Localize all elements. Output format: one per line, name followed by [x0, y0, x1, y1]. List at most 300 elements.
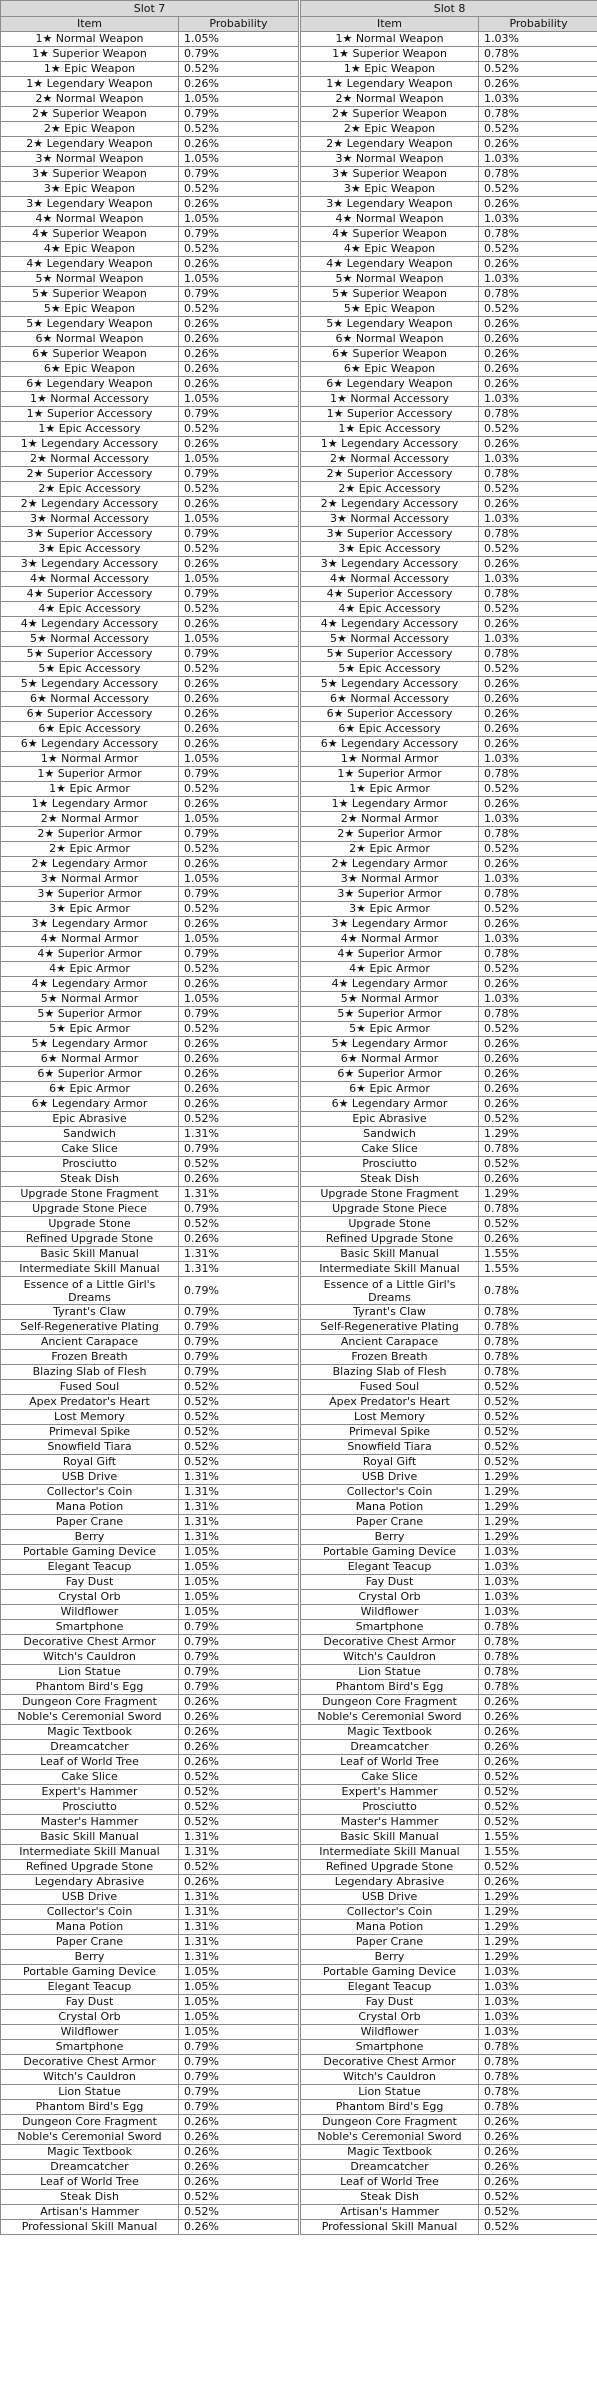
probability-cell: 1.05% — [179, 452, 299, 467]
table-row — [1, 1142, 299, 1157]
probability-cell: 0.26% — [179, 977, 299, 992]
probability-cell: 0.78% — [479, 1635, 597, 1650]
item-name-cell: Snowfield Tiara — [301, 1440, 479, 1455]
probability-cell: 0.52% — [479, 2220, 597, 2235]
table-row — [1, 182, 299, 197]
item-name-cell: Fused Soul — [301, 1380, 479, 1395]
item-name-cell: Upgrade Stone Fragment — [1, 1187, 179, 1202]
item-name-cell: Decorative Chest Armor — [1, 1635, 179, 1650]
table-body — [301, 32, 597, 2235]
table-row — [301, 1262, 597, 1277]
item-name-cell: Cake Slice — [1, 1142, 179, 1157]
probability-cell: 1.03% — [479, 452, 597, 467]
table-row — [301, 1082, 597, 1097]
item-name-cell: 3★ Superior Accessory — [301, 527, 479, 542]
probability-cell: 0.52% — [179, 1815, 299, 1830]
table-row — [301, 2205, 597, 2220]
table-row — [1, 857, 299, 872]
item-name-cell: Wildflower — [301, 2025, 479, 2040]
table-row — [1, 1247, 299, 1262]
table-row — [1, 992, 299, 1007]
table-row — [1, 1605, 299, 1620]
item-name-cell: 3★ Normal Armor — [301, 872, 479, 887]
probability-cell: 0.79% — [179, 2055, 299, 2070]
item-name-cell: Wildflower — [1, 1605, 179, 1620]
item-name-cell: Tyrant's Claw — [1, 1305, 179, 1320]
item-name-cell: 6★ Legendary Armor — [301, 1097, 479, 1112]
probability-cell: 0.52% — [479, 1455, 597, 1470]
probability-cell: 0.26% — [479, 1725, 597, 1740]
table-row — [1, 1157, 299, 1172]
item-name-cell: Master's Hammer — [1, 1815, 179, 1830]
item-name-cell: Basic Skill Manual — [301, 1830, 479, 1845]
probability-cell: 1.05% — [179, 1965, 299, 1980]
probability-cell: 0.78% — [479, 467, 597, 482]
item-name-cell: Tyrant's Claw — [301, 1305, 479, 1320]
probability-cell: 0.52% — [479, 1410, 597, 1425]
probability-cell: 0.26% — [479, 857, 597, 872]
table-row — [1, 227, 299, 242]
probability-cell: 0.78% — [479, 1305, 597, 1320]
table-row — [301, 2025, 597, 2040]
probability-cell: 1.31% — [179, 1500, 299, 1515]
probability-cell: 0.26% — [479, 257, 597, 272]
probability-cell: 1.05% — [179, 1605, 299, 1620]
table-row — [1, 2220, 299, 2235]
item-name-cell: 2★ Legendary Weapon — [301, 137, 479, 152]
probability-cell: 1.55% — [479, 1247, 597, 1262]
table-row — [1, 92, 299, 107]
table-row — [301, 1052, 597, 1067]
probability-cell: 0.52% — [179, 842, 299, 857]
item-name-cell: 1★ Normal Armor — [301, 752, 479, 767]
probability-cell: 0.26% — [479, 692, 597, 707]
item-name-cell: Noble's Ceremonial Sword — [301, 2130, 479, 2145]
table-row — [301, 1217, 597, 1232]
table-row — [1, 1097, 299, 1112]
item-name-cell: 5★ Normal Weapon — [1, 272, 179, 287]
table-row — [301, 1740, 597, 1755]
probability-cell: 0.79% — [179, 287, 299, 302]
probability-cell: 0.52% — [479, 1800, 597, 1815]
item-name-cell: Decorative Chest Armor — [301, 2055, 479, 2070]
table-row — [301, 632, 597, 647]
probability-cell: 1.29% — [479, 1530, 597, 1545]
probability-cell: 0.78% — [479, 2055, 597, 2070]
item-name-cell: Fay Dust — [301, 1575, 479, 1590]
item-name-cell: Magic Textbook — [301, 2145, 479, 2160]
probability-cell: 0.26% — [179, 1875, 299, 1890]
probability-cell: 0.26% — [479, 2130, 597, 2145]
table-row — [301, 692, 597, 707]
probability-cell: 0.26% — [479, 2160, 597, 2175]
probability-cell: 1.03% — [479, 992, 597, 1007]
probability-cell: 0.26% — [479, 1052, 597, 1067]
probability-cell: 0.26% — [179, 797, 299, 812]
table-row — [301, 2190, 597, 2205]
table-row — [1, 2115, 299, 2130]
table-row — [301, 392, 597, 407]
item-name-cell: 2★ Normal Armor — [1, 812, 179, 827]
table-row — [301, 1232, 597, 1247]
probability-cell: 0.52% — [179, 1395, 299, 1410]
table-row — [1, 1995, 299, 2010]
table-row — [301, 512, 597, 527]
table-row — [1, 737, 299, 752]
probability-cell: 0.26% — [179, 347, 299, 362]
item-name-cell: Basic Skill Manual — [301, 1247, 479, 1262]
table-row — [301, 1560, 597, 1575]
probability-cell: 1.03% — [479, 752, 597, 767]
item-name-cell: 6★ Superior Weapon — [301, 347, 479, 362]
item-name-cell: Dungeon Core Fragment — [1, 2115, 179, 2130]
probability-cell: 1.05% — [179, 1545, 299, 1560]
probability-cell: 0.26% — [179, 1097, 299, 1112]
item-name-cell: 4★ Normal Weapon — [1, 212, 179, 227]
probability-cell: 0.26% — [479, 77, 597, 92]
table-row — [1, 1725, 299, 1740]
probability-cell: 1.29% — [479, 1950, 597, 1965]
probability-cell: 0.52% — [179, 482, 299, 497]
probability-cell: 1.03% — [479, 152, 597, 167]
item-name-cell: Prosciutto — [301, 1157, 479, 1172]
table-row — [301, 932, 597, 947]
item-name-cell: Mana Potion — [301, 1500, 479, 1515]
table-row — [1, 1217, 299, 1232]
table-row — [301, 1202, 597, 1217]
item-name-cell: 4★ Legendary Armor — [1, 977, 179, 992]
item-name-cell: Collector's Coin — [301, 1485, 479, 1500]
table-row — [301, 1980, 597, 1995]
item-name-cell: Prosciutto — [301, 1800, 479, 1815]
table-row — [301, 977, 597, 992]
item-name-cell: 2★ Epic Accessory — [301, 482, 479, 497]
probability-column-header: Probability — [179, 17, 299, 32]
table-row — [301, 2055, 597, 2070]
table-row — [1, 1455, 299, 1470]
item-name-cell: Phantom Bird's Egg — [1, 2100, 179, 2115]
table-row — [301, 857, 597, 872]
table-row — [1, 1770, 299, 1785]
probability-cell: 0.52% — [479, 662, 597, 677]
item-name-cell: Essence of a Little Girl's Dreams — [301, 1277, 479, 1305]
table-row — [1, 1530, 299, 1545]
item-name-cell: 5★ Legendary Accessory — [301, 677, 479, 692]
item-name-cell: Leaf of World Tree — [301, 1755, 479, 1770]
table-row — [1, 1232, 299, 1247]
item-name-cell: Elegant Teacup — [301, 1560, 479, 1575]
probability-cell: 0.78% — [479, 407, 597, 422]
table-row — [1, 557, 299, 572]
table-row — [301, 1710, 597, 1725]
table-row — [1, 362, 299, 377]
item-name-cell: 4★ Superior Weapon — [1, 227, 179, 242]
item-name-cell: 6★ Legendary Accessory — [1, 737, 179, 752]
table-row — [301, 1545, 597, 1560]
item-name-cell: 6★ Superior Weapon — [1, 347, 179, 362]
table-row — [1, 602, 299, 617]
table-row — [301, 1755, 597, 1770]
probability-cell: 0.78% — [479, 1350, 597, 1365]
table-row — [1, 2055, 299, 2070]
probability-cell: 0.26% — [479, 1037, 597, 1052]
probability-cell: 0.78% — [479, 107, 597, 122]
probability-cell: 0.52% — [179, 122, 299, 137]
probability-cell: 0.26% — [179, 137, 299, 152]
item-name-cell: 3★ Superior Armor — [1, 887, 179, 902]
item-name-cell: 6★ Superior Armor — [1, 1067, 179, 1082]
item-name-cell: Lost Memory — [301, 1410, 479, 1425]
table-row — [1, 482, 299, 497]
probability-cell: 0.52% — [479, 1785, 597, 1800]
item-name-cell: Witch's Cauldron — [301, 1650, 479, 1665]
item-name-cell: Essence of a Little Girl's Dreams — [1, 1277, 179, 1305]
probability-cell: 0.26% — [479, 677, 597, 692]
item-name-cell: 4★ Normal Accessory — [1, 572, 179, 587]
item-name-cell: 1★ Epic Weapon — [1, 62, 179, 77]
probability-cell: 1.03% — [479, 32, 597, 47]
probability-cell: 1.03% — [479, 812, 597, 827]
table-row — [301, 1845, 597, 1860]
item-name-cell: 5★ Epic Armor — [301, 1022, 479, 1037]
item-name-cell: Upgrade Stone — [301, 1217, 479, 1232]
item-name-cell: Elegant Teacup — [1, 1560, 179, 1575]
item-name-cell: 3★ Normal Accessory — [301, 512, 479, 527]
probability-cell: 0.26% — [479, 977, 597, 992]
probability-cell: 0.26% — [179, 1232, 299, 1247]
item-name-cell: 3★ Superior Weapon — [301, 167, 479, 182]
table-row — [301, 902, 597, 917]
probability-cell: 1.03% — [479, 632, 597, 647]
table-row — [301, 602, 597, 617]
item-name-cell: 6★ Epic Armor — [1, 1082, 179, 1097]
table-row — [301, 617, 597, 632]
item-name-cell: Paper Crane — [301, 1935, 479, 1950]
table-row — [1, 692, 299, 707]
probability-cell: 0.26% — [479, 797, 597, 812]
item-name-cell: Cake Slice — [301, 1770, 479, 1785]
table-row — [301, 2010, 597, 2025]
table-row — [301, 1905, 597, 1920]
item-name-cell: 2★ Superior Armor — [301, 827, 479, 842]
item-name-cell: Berry — [301, 1950, 479, 1965]
item-name-cell: Steak Dish — [1, 2190, 179, 2205]
table-row — [301, 1097, 597, 1112]
item-name-cell: Blazing Slab of Flesh — [301, 1365, 479, 1380]
item-name-cell: Portable Gaming Device — [301, 1965, 479, 1980]
table-row — [301, 1037, 597, 1052]
table-row — [301, 1350, 597, 1365]
table-row — [301, 1022, 597, 1037]
item-name-cell: 5★ Normal Accessory — [301, 632, 479, 647]
probability-cell: 1.31% — [179, 1890, 299, 1905]
table-row — [1, 1635, 299, 1650]
probability-cell: 1.05% — [179, 392, 299, 407]
item-name-cell: USB Drive — [301, 1470, 479, 1485]
probability-cell: 0.78% — [479, 167, 597, 182]
item-name-cell: Prosciutto — [1, 1800, 179, 1815]
probability-cell: 0.78% — [479, 527, 597, 542]
table-row — [301, 1515, 597, 1530]
item-name-cell: 5★ Legendary Accessory — [1, 677, 179, 692]
probability-cell: 0.26% — [179, 2130, 299, 2145]
table-row — [1, 587, 299, 602]
item-name-cell: 5★ Normal Armor — [1, 992, 179, 1007]
item-name-cell: 1★ Superior Armor — [1, 767, 179, 782]
probability-cell: 1.03% — [479, 1995, 597, 2010]
item-name-cell: 2★ Superior Accessory — [1, 467, 179, 482]
probability-cell: 0.52% — [179, 1770, 299, 1785]
item-name-cell: 5★ Legendary Weapon — [301, 317, 479, 332]
table-row — [1, 1965, 299, 1980]
probability-cell: 0.26% — [479, 737, 597, 752]
table-row — [301, 1187, 597, 1202]
table-row — [1, 137, 299, 152]
probability-cell: 0.78% — [479, 1277, 597, 1305]
item-name-cell: 1★ Superior Accessory — [301, 407, 479, 422]
table-row — [301, 1680, 597, 1695]
table-row — [1, 1785, 299, 1800]
probability-cell: 0.26% — [479, 1097, 597, 1112]
table-row — [1, 1112, 299, 1127]
probability-cell: 0.52% — [479, 962, 597, 977]
table-row — [301, 917, 597, 932]
item-name-cell: 3★ Normal Accessory — [1, 512, 179, 527]
item-name-cell: Epic Abrasive — [1, 1112, 179, 1127]
table-row — [1, 1680, 299, 1695]
probability-cell: 0.26% — [179, 1082, 299, 1097]
probability-cell: 0.78% — [479, 1007, 597, 1022]
table-row — [301, 2145, 597, 2160]
probability-cell: 1.03% — [479, 1965, 597, 1980]
table-row — [1, 1335, 299, 1350]
table-row — [1, 1425, 299, 1440]
item-name-cell: Sandwich — [1, 1127, 179, 1142]
table-row — [301, 377, 597, 392]
probability-cell: 0.52% — [179, 422, 299, 437]
item-name-cell: Intermediate Skill Manual — [1, 1845, 179, 1860]
item-name-cell: Intermediate Skill Manual — [1, 1262, 179, 1277]
probability-cell: 1.03% — [479, 272, 597, 287]
item-name-cell: 4★ Epic Accessory — [1, 602, 179, 617]
probability-cell: 0.52% — [179, 1785, 299, 1800]
probability-cell: 0.79% — [179, 107, 299, 122]
table-row — [1, 947, 299, 962]
item-name-cell: 2★ Normal Weapon — [1, 92, 179, 107]
probability-cell: 0.52% — [179, 2205, 299, 2220]
item-name-cell: Dreamcatcher — [301, 1740, 479, 1755]
item-name-cell: 6★ Epic Weapon — [1, 362, 179, 377]
item-name-cell: Collector's Coin — [1, 1905, 179, 1920]
probability-cell: 0.78% — [479, 2100, 597, 2115]
probability-cell: 0.79% — [179, 2100, 299, 2115]
probability-cell: 0.52% — [179, 542, 299, 557]
item-name-cell: Artisan's Hammer — [1, 2205, 179, 2220]
item-name-cell: Dreamcatcher — [301, 2160, 479, 2175]
item-name-cell: 3★ Epic Weapon — [301, 182, 479, 197]
item-name-cell: Mana Potion — [1, 1500, 179, 1515]
slot-title: Slot 8 — [301, 1, 597, 17]
item-name-cell: 5★ Superior Armor — [301, 1007, 479, 1022]
item-name-cell: Lion Statue — [1, 2085, 179, 2100]
table-row — [301, 332, 597, 347]
table-row — [301, 1157, 597, 1172]
item-name-cell: Frozen Breath — [1, 1350, 179, 1365]
probability-cell: 1.05% — [179, 752, 299, 767]
table-row — [301, 1112, 597, 1127]
probability-cell: 1.29% — [479, 1485, 597, 1500]
item-name-cell: Epic Abrasive — [301, 1112, 479, 1127]
table-row — [1, 2010, 299, 2025]
table-row — [301, 167, 597, 182]
probability-cell: 0.78% — [479, 1365, 597, 1380]
table-row — [301, 107, 597, 122]
item-name-cell: 3★ Normal Weapon — [301, 152, 479, 167]
probability-cell: 1.03% — [479, 512, 597, 527]
slot-title: Slot 7 — [1, 1, 299, 17]
table-row — [301, 737, 597, 752]
probability-cell: 1.03% — [479, 1545, 597, 1560]
item-name-cell: Royal Gift — [1, 1455, 179, 1470]
probability-cell: 1.03% — [479, 212, 597, 227]
probability-cell: 0.26% — [479, 1082, 597, 1097]
table-row — [301, 572, 597, 587]
item-name-cell: Portable Gaming Device — [1, 1965, 179, 1980]
table-row — [301, 827, 597, 842]
item-column-header: Item — [1, 17, 179, 32]
probability-cell: 1.55% — [479, 1262, 597, 1277]
item-name-cell: 6★ Normal Armor — [1, 1052, 179, 1067]
table-row — [301, 842, 597, 857]
item-name-cell: Sandwich — [301, 1127, 479, 1142]
item-name-cell: 3★ Epic Armor — [301, 902, 479, 917]
table-row — [1, 707, 299, 722]
item-name-cell: 6★ Superior Armor — [301, 1067, 479, 1082]
table-row — [301, 482, 597, 497]
probability-cell: 0.52% — [479, 1112, 597, 1127]
item-name-cell: 6★ Epic Accessory — [1, 722, 179, 737]
probability-cell: 1.05% — [179, 812, 299, 827]
item-name-cell: Dungeon Core Fragment — [301, 2115, 479, 2130]
table-row — [301, 1365, 597, 1380]
probability-cell: 0.78% — [479, 947, 597, 962]
table-row — [1, 977, 299, 992]
item-name-cell: 5★ Epic Accessory — [1, 662, 179, 677]
table-row — [301, 227, 597, 242]
table-row — [301, 1830, 597, 1845]
table-row — [301, 1470, 597, 1485]
table-row — [301, 182, 597, 197]
item-name-cell: Witch's Cauldron — [1, 1650, 179, 1665]
item-name-cell: 3★ Legendary Weapon — [1, 197, 179, 212]
table-row — [301, 1860, 597, 1875]
item-name-cell: Elegant Teacup — [1, 1980, 179, 1995]
probability-cell: 1.03% — [479, 1605, 597, 1620]
table-row — [1, 1665, 299, 1680]
table-row — [301, 1067, 597, 1082]
table-row — [1, 32, 299, 47]
probability-cell: 1.05% — [179, 92, 299, 107]
probability-cell: 0.26% — [179, 497, 299, 512]
probability-cell: 0.79% — [179, 1665, 299, 1680]
probability-cell: 0.79% — [179, 1620, 299, 1635]
item-name-cell: Wildflower — [1, 2025, 179, 2040]
probability-cell: 0.52% — [479, 1022, 597, 1037]
probability-cell: 1.05% — [179, 572, 299, 587]
probability-cell: 0.26% — [179, 557, 299, 572]
item-name-cell: 4★ Superior Armor — [1, 947, 179, 962]
probability-cell: 1.05% — [179, 32, 299, 47]
